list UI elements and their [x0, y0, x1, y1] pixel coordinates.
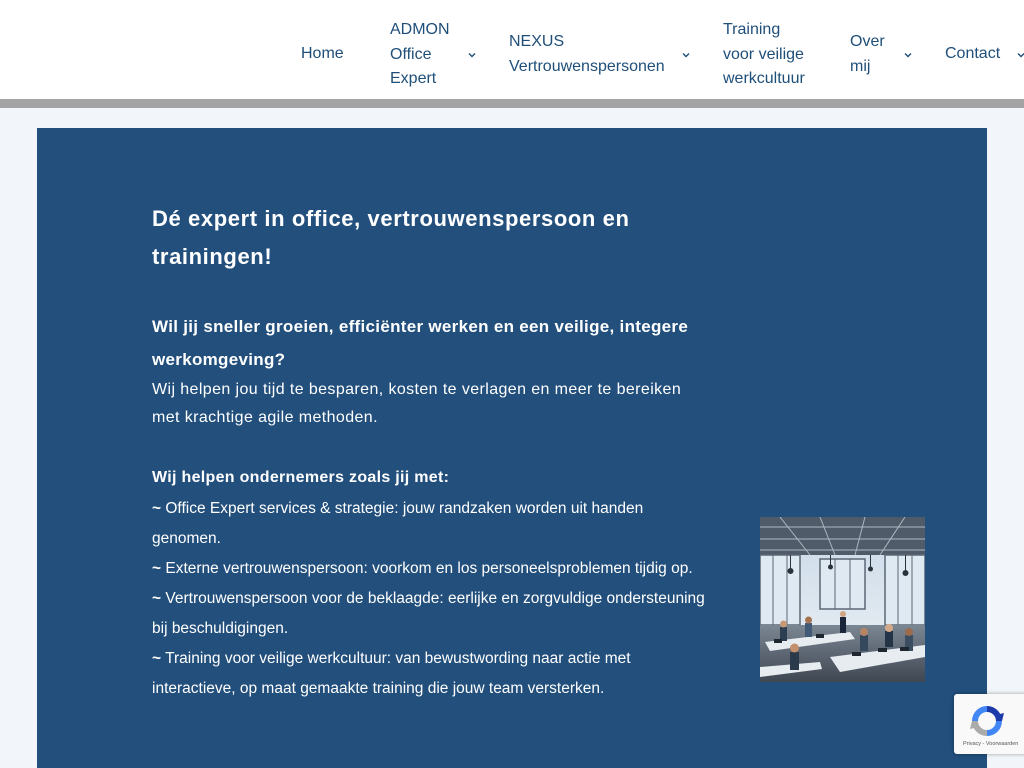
- list-marker: ~: [152, 560, 162, 577]
- nav-over-mij[interactable]: [850, 30, 885, 79]
- list-item-text: Office Expert services & strategie: jouw randzaken worden uit handen genomen.: [152, 500, 644, 547]
- services-heading: Wij helpen ondernemers zoals jij met:: [152, 469, 450, 486]
- nav-nexus-line2: Vertrouwenspersonen: [509, 57, 665, 75]
- nav-contact[interactable]: Contact: [945, 45, 1001, 62]
- list-item-text: Training voor veilige werkcultuur: van bewustwording naar actie met interactieve, op maat gemaakte training die jouw team versterken.: [152, 650, 631, 697]
- recaptcha-badge[interactable]: [954, 694, 1024, 754]
- hero-title: Dé expert in office, vertrouwenspersoon en trainingen!: [152, 206, 630, 269]
- site-header: [0, 0, 1024, 100]
- nav-admon-line3: Expert: [390, 70, 437, 87]
- list-item: [152, 584, 712, 644]
- list-marker: ~: [152, 650, 162, 667]
- nav-admon-office-expert[interactable]: [390, 18, 450, 92]
- nav-training-line1: Training: [723, 21, 781, 38]
- list-marker: ~: [152, 500, 162, 517]
- list-marker: ~: [152, 590, 162, 607]
- nav-over-line1: Over: [850, 33, 885, 50]
- nav-admon-line2: Office: [390, 45, 432, 63]
- nav-nexus-line1: NEXUS: [509, 33, 565, 50]
- nav-nexus-vertrouwenspersonen[interactable]: [509, 30, 665, 79]
- nav-training-veilige-werkcultuur[interactable]: [723, 18, 805, 92]
- nav-over-line2: mij: [850, 57, 871, 75]
- office-photo: [760, 517, 925, 682]
- hero-intro: Wij helpen jou tijd te besparen, kosten te verlagen en meer te bereiken met krachtige agile methoden.: [152, 381, 682, 426]
- chevron-down-icon[interactable]: [903, 50, 913, 60]
- chevron-down-icon[interactable]: [467, 50, 477, 60]
- nav-training-line3: werkcultuur: [723, 70, 805, 87]
- list-item: [152, 554, 712, 584]
- list-item: [152, 494, 712, 554]
- recaptcha-icon: [968, 702, 1006, 740]
- nav-home[interactable]: Home: [301, 45, 344, 62]
- list-item: [152, 644, 712, 704]
- list-item-text: Externe vertrouwenspersoon: voorkom en los personeelsproblemen tijdig op.: [161, 560, 693, 577]
- list-item-text: Vertrouwenspersoon voor de beklaagde: eerlijke en zorgvuldige ondersteuning bij beschuldigingen.: [152, 590, 705, 637]
- recaptcha-links[interactable]: Privacy - Voorwaarden: [963, 741, 1019, 747]
- header-divider: [0, 99, 1024, 108]
- hero-subheading: Wil jij sneller groeien, efficiënter werken en een veilige, integere werkomgeving?: [152, 317, 689, 369]
- nav-admon-line1: ADMON: [390, 21, 450, 38]
- nav-training-line2: voor veilige: [723, 45, 804, 63]
- chevron-down-icon[interactable]: [1016, 50, 1024, 60]
- services-list: [152, 494, 712, 704]
- chevron-down-icon[interactable]: [681, 50, 691, 60]
